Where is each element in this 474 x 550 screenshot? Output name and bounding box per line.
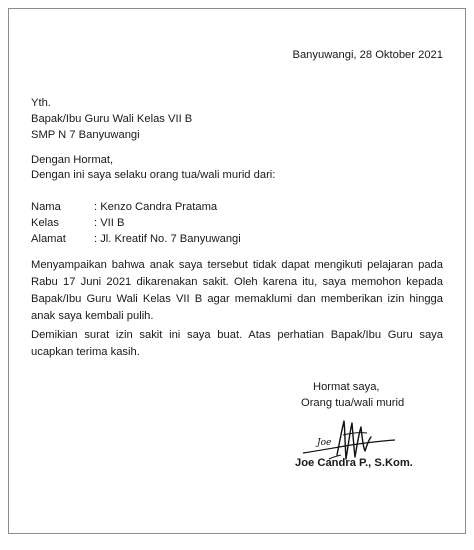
recipient-line-2: Bapak/Ibu Guru Wali Kelas VII B (31, 113, 193, 125)
student-name-value: : Kenzo Candra Pratama (94, 201, 218, 213)
student-class-value: : VII B (94, 217, 125, 229)
svg-text:Joe: Joe (317, 438, 332, 448)
student-class-label: Kelas (31, 217, 59, 229)
greeting: Dengan Hormat, (31, 154, 114, 166)
closing-paragraph: Demikian surat izin sakit ini saya buat. Atas perhatian Bapak/Ibu Guru saya ucapkan terima kasih. (31, 329, 443, 358)
student-address-value: : Jl. Kreatif No. 7 Banyuwangi (94, 233, 241, 245)
sign-off-line-1: Hormat saya, (313, 381, 380, 393)
student-name-label: Nama (31, 201, 61, 213)
place-date: Banyuwangi, 28 Oktober 2021 (292, 49, 443, 61)
recipient-line-1: Yth. (31, 97, 51, 109)
sign-off-line-2: Orang tua/wali murid (301, 397, 405, 409)
body-paragraph: Menyampaikan bahwa anak saya tersebut tidak dapat mengikuti pelajaran pada Rabu 17 Juni 2021 dikarenakan sakit. Oleh karena itu, saya memohon kepada Bapak/Ibu Guru Wali Kelas VII B agar memaklumi dan memberikan izin hingga anak saya kembali pulih. (31, 259, 443, 322)
recipient-line-3: SMP N 7 Banyuwangi (31, 129, 140, 141)
signer-name: Joe Candra P., S.Kom. (295, 457, 413, 469)
intro-line: Dengan ini saya selaku orang tua/wali murid dari: (31, 169, 276, 181)
letter-page (8, 8, 466, 534)
student-address-label: Alamat (31, 233, 66, 245)
